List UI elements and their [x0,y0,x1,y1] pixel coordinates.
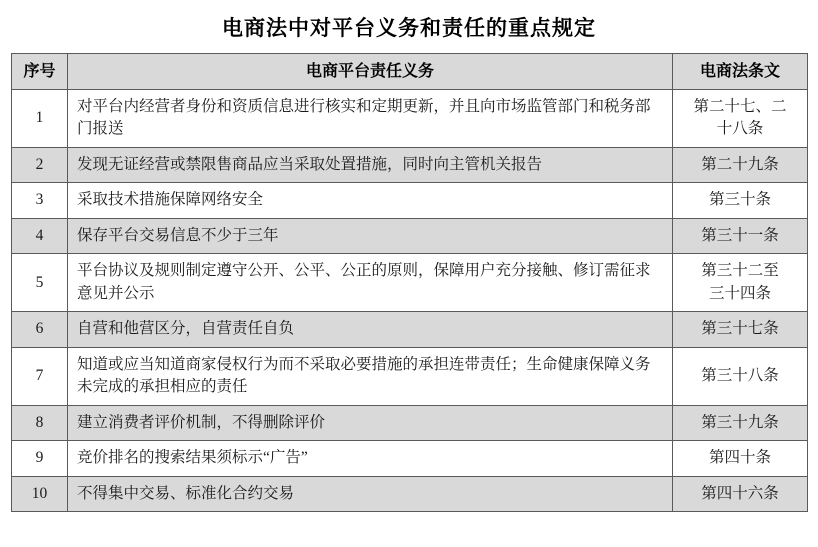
column-header-no: 序号 [12,54,68,90]
row-number: 8 [12,405,68,440]
row-number: 1 [12,90,68,148]
row-number: 7 [12,347,68,405]
row-duty: 建立消费者评价机制，不得删除评价 [68,405,673,440]
table-row [12,90,808,148]
row-number: 5 [12,254,68,312]
table-header [12,54,808,90]
column-header-duty: 电商平台责任义务 [68,54,673,90]
law-line: 第三十一条 [701,226,779,244]
table-row [12,476,808,511]
table-row [12,441,808,476]
law-line: 第二十九条 [701,155,779,173]
row-number: 4 [12,218,68,253]
table-row [12,147,808,182]
table-row [12,312,808,347]
table-row [12,218,808,253]
table-row [12,405,808,440]
row-duty: 自营和他营区分，自营责任自负 [68,312,673,347]
law-line: 第三十九条 [701,413,779,431]
law-line: 第三十七条 [701,320,779,338]
row-law [673,405,808,440]
table-container [0,53,818,512]
row-number: 6 [12,312,68,347]
row-duty: 知道或应当知道商家侵权行为而不采取必要措施的承担连带责任；生命健康保障义务未完成的承担相应的责任 [68,347,673,405]
law-line: 第三十八条 [701,366,779,384]
table-row [12,254,808,312]
row-number: 2 [12,147,68,182]
row-duty: 竞价排名的搜索结果须标示“广告” [68,441,673,476]
law-line: 第四十条 [708,449,771,467]
row-duty: 采取技术措施保障网络安全 [68,183,673,218]
column-header-law: 电商法条文 [673,54,808,90]
table-body [12,90,808,512]
row-law [673,218,808,253]
row-number: 10 [12,476,68,511]
row-duty: 发现无证经营或禁限售商品应当采取处置措施，同时向主管机关报告 [68,147,673,182]
row-law [673,254,808,312]
row-law [673,90,808,148]
row-number: 9 [12,441,68,476]
regulations-table [11,53,808,512]
law-line: 三十四条 [708,284,771,302]
law-line: 第三十条 [708,191,771,209]
table-header-row [12,54,808,90]
row-number: 3 [12,183,68,218]
row-law [673,476,808,511]
row-law [673,347,808,405]
law-line: 第二十七、二 [693,98,787,115]
row-duty: 平台协议及规则制定遵守公开、公平、公正的原则，保障用户充分接触、修订需征求意见并公示 [68,254,673,312]
law-line: 第三十二至 [701,262,779,280]
table-row [12,347,808,405]
row-law [673,312,808,347]
row-duty: 不得集中交易、标准化合约交易 [68,476,673,511]
row-duty: 保存平台交易信息不少于三年 [68,218,673,253]
row-duty: 对平台内经营者身份和资质信息进行核实和定期更新，并且向市场监管部门和税务部门报送 [68,90,673,148]
page-title: 电商法中对平台义务和责任的重点规定 [222,16,596,40]
row-law [673,147,808,182]
table-row [12,183,808,218]
law-line: 十八条 [716,120,764,138]
row-law [673,183,808,218]
law-line: 第四十六条 [701,484,779,502]
row-law [673,441,808,476]
